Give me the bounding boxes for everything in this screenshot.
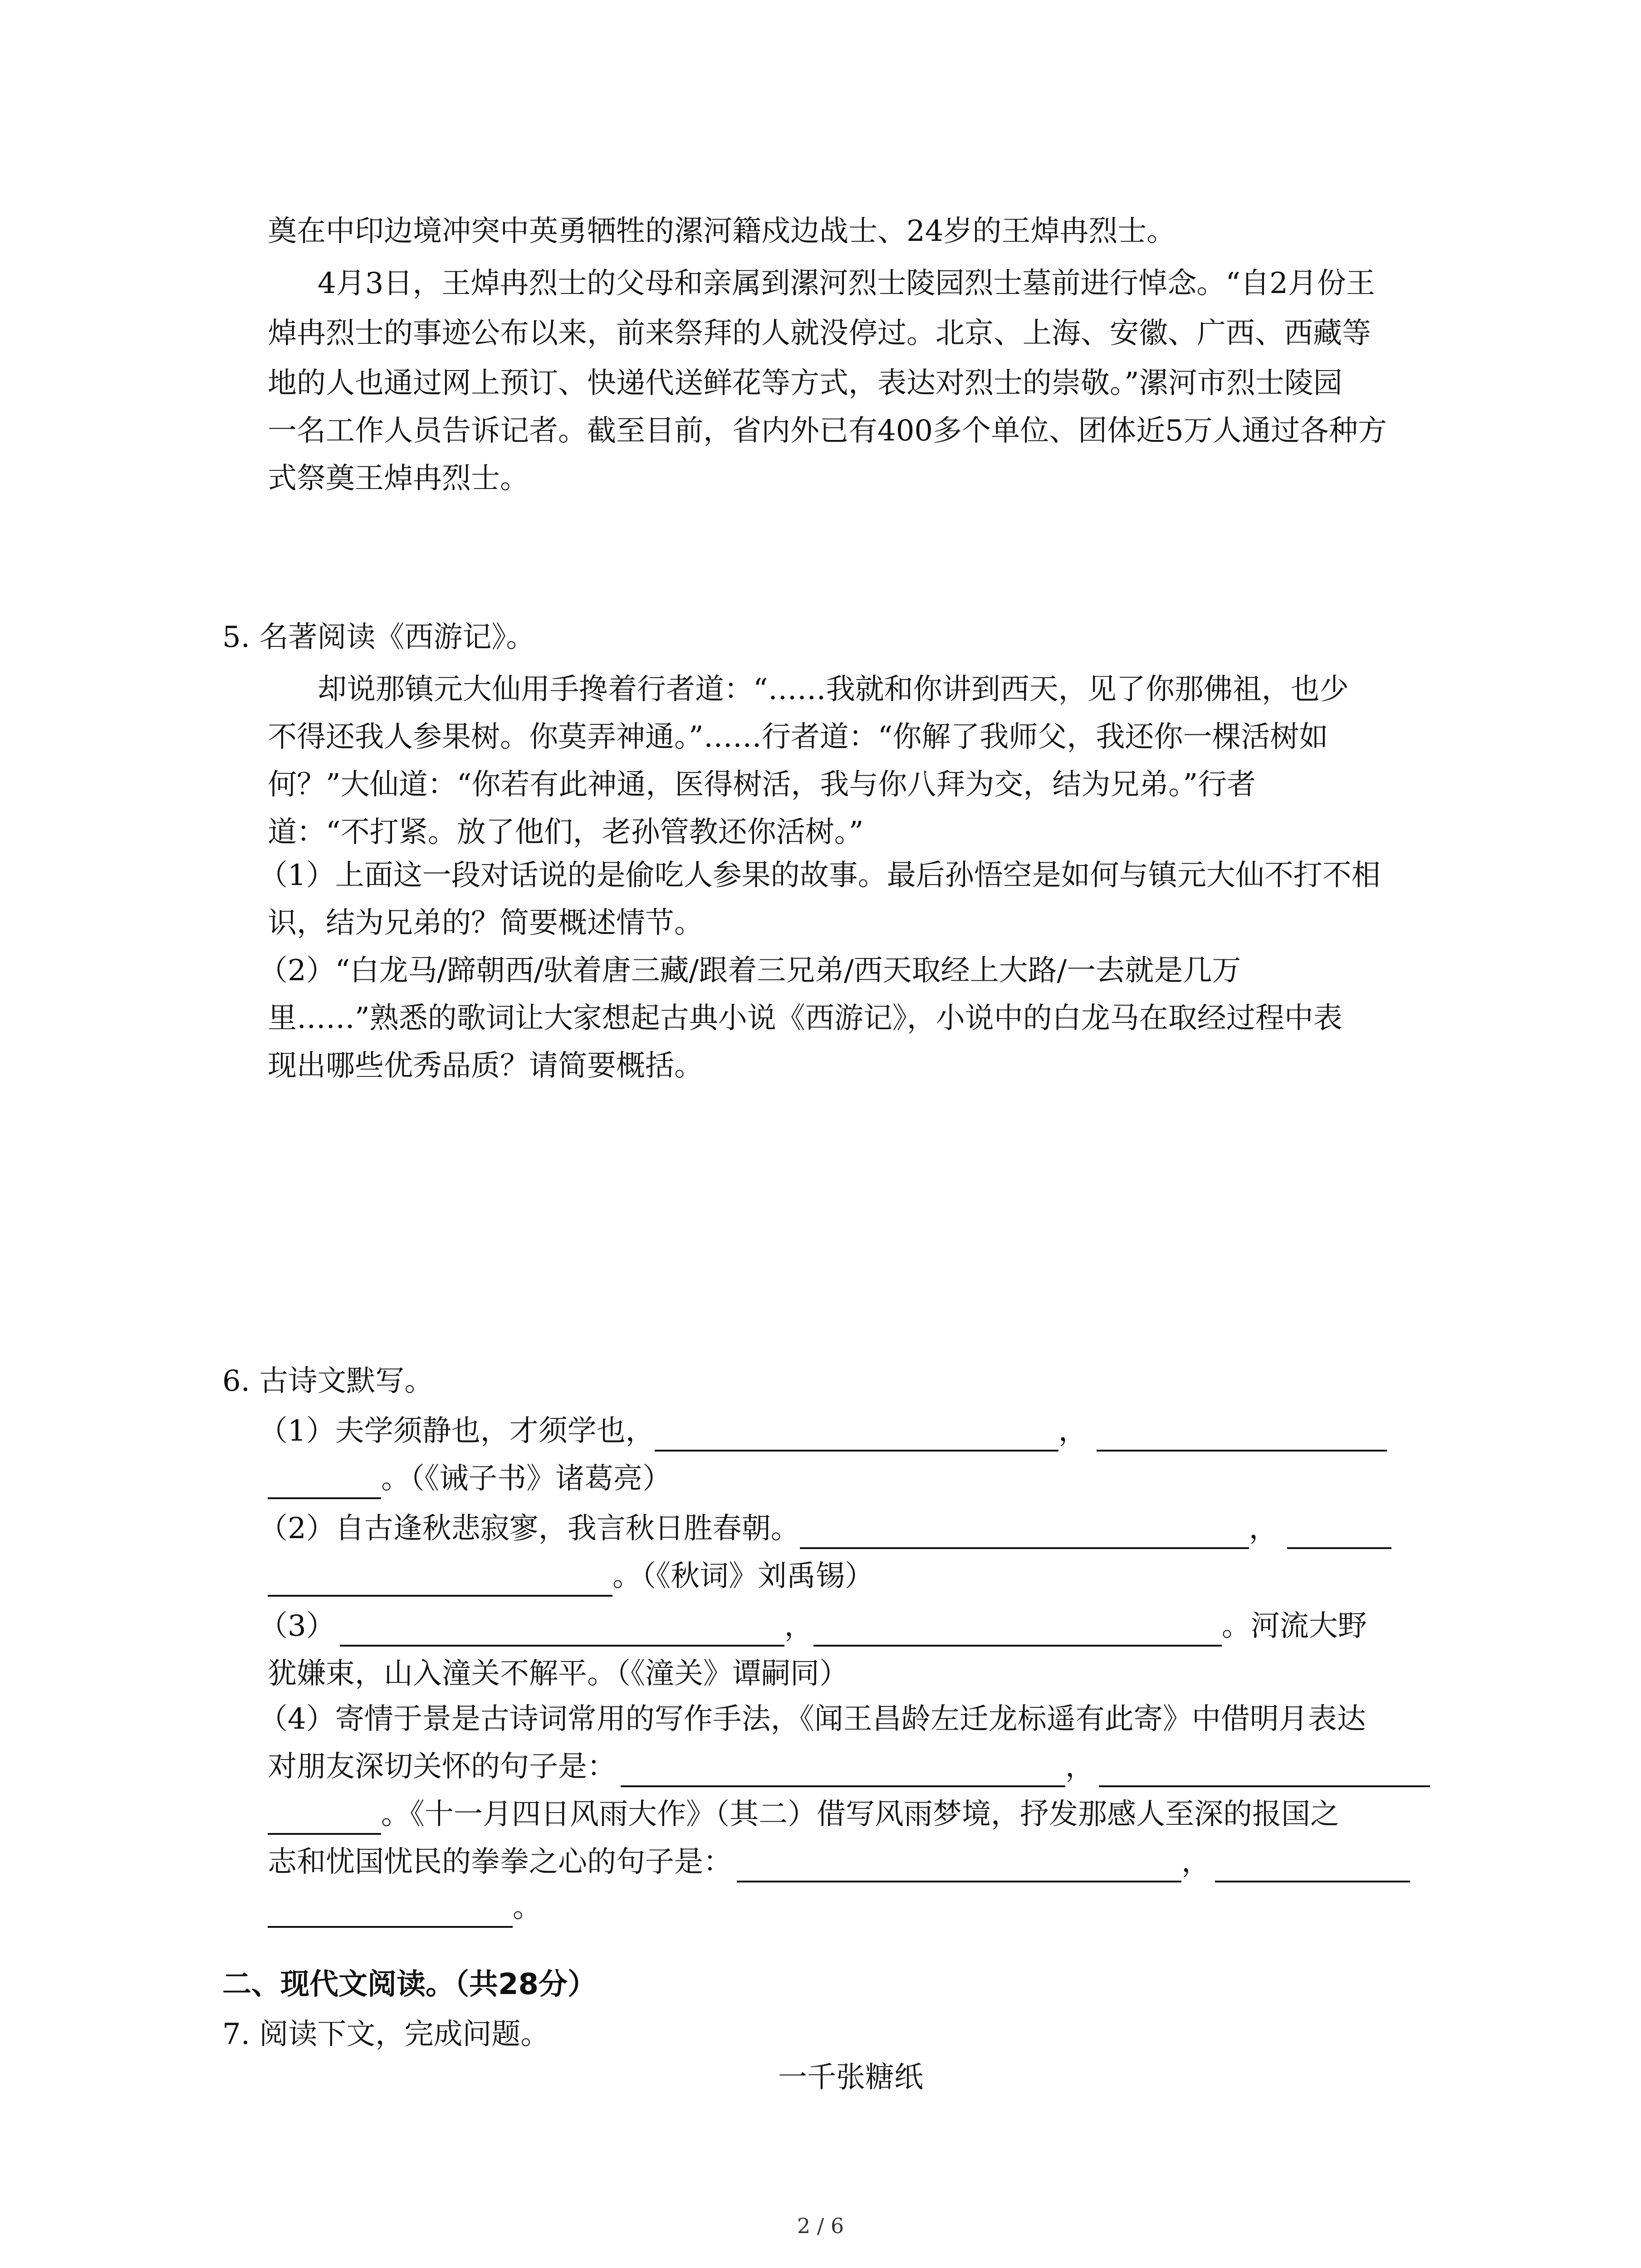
question-7-title: 7. 阅读下文，完成问题。 — [222, 2018, 550, 2051]
answer-blank[interactable] — [268, 1801, 381, 1835]
q5-subquestion-2-cont: 里……”熟悉的歌词让大家想起古典小说《西游记》，小说中的白龙马在取经过程中表 — [268, 1002, 1342, 1035]
answer-blank[interactable] — [800, 1515, 1249, 1549]
answer-blank[interactable] — [1097, 1418, 1387, 1452]
story-title: 一千张糖纸 — [778, 2061, 923, 2094]
answer-blank[interactable] — [813, 1613, 1222, 1647]
passage-line: 4月3日，王焯冉烈士的父母和亲属到漯河烈士陵园烈士墓前进行悼念。“自2月份王 — [318, 267, 1375, 300]
q6-item-2: （2）自古逢秋悲寂寥，我言秋日胜春朝。 ， — [259, 1508, 1391, 1549]
question-6-title: 6. 古诗文默写。 — [222, 1364, 434, 1398]
q6-item-4-cont: 。 — [268, 1887, 542, 1928]
q5-subquestion-2: （2）“白龙马/蹄朝西/驮着唐三藏/跟着三兄弟/西天取经上大路/一去就是几万 — [259, 954, 1241, 987]
answer-blank[interactable] — [268, 1563, 612, 1597]
q6-item-4-cont: 对朋友深切关怀的句子是： ， — [268, 1746, 1430, 1787]
q6-item-2-cont: 。（《秋词》刘禹锡） — [268, 1556, 874, 1597]
q6-item-4-cont: 志和忧国忧民的拳拳之心的句子是： ， — [268, 1842, 1410, 1882]
q5-subquestion-1-cont: 识，结为兄弟的？简要概述情节。 — [268, 906, 703, 940]
answer-blank[interactable] — [268, 1894, 513, 1928]
q5-excerpt-line: 不得还我人参果树。你莫弄神通。”……行者道：“你解了我师父，我还你一棵活树如 — [268, 720, 1328, 754]
page-number: 2 / 6 — [797, 2214, 844, 2238]
section-heading: 二、现代文阅读。（共28分） — [222, 1968, 597, 2001]
passage-line: 地的人也通过网上预订、快递代送鲜花等方式，表达对烈士的崇敬。”漯河市烈士陵园 — [268, 367, 1342, 400]
answer-blank[interactable] — [1215, 1849, 1410, 1882]
question-5-title: 5. 名著阅读《西游记》。 — [222, 621, 535, 654]
q5-excerpt-line: 何？”大仙道：“你若有此神通，医得树活，我与你八拜为交，结为兄弟。”行者 — [268, 768, 1256, 802]
answer-blank[interactable] — [268, 1466, 381, 1499]
answer-blank[interactable] — [340, 1613, 784, 1647]
q6-item-4-cont: 。《十一月四日风雨大作》（其二）借写风雨梦境，抒发那感人至深的报国之 — [268, 1794, 1339, 1835]
q5-subquestion-1: （1）上面这一段对话说的是偷吃人参果的故事。最后孙悟空是如何与镇元大仙不打不相 — [259, 859, 1381, 892]
answer-blank[interactable] — [1099, 1754, 1430, 1787]
passage-line: 奠在中印边境冲突中英勇牺牲的漯河籍戍边战士、24岁的王焯冉烈士。 — [268, 215, 1176, 248]
q5-subquestion-2-cont: 现出哪些优秀品质？请简要概括。 — [268, 1049, 703, 1083]
q6-item-1: （1）夫学须静也，才须学也， ， — [259, 1411, 1387, 1452]
answer-blank[interactable] — [655, 1418, 1058, 1452]
q5-excerpt-line: 却说那镇元大仙用手搀着行者道：“……我就和你讲到西天，见了你那佛祖，也少 — [318, 673, 1349, 706]
answer-blank[interactable] — [1287, 1515, 1391, 1549]
q5-excerpt-line: 道：“不打紧。放了他们，老孙管教还你活树。” — [268, 816, 864, 849]
q6-item-1-cont: 。（《诫子书》诸葛亮） — [268, 1458, 671, 1499]
q6-item-3: （3） ， 。河流大野 — [259, 1606, 1367, 1647]
passage-line: 焯冉烈士的事迹公布以来，前来祭拜的人就没停过。北京、上海、安徽、广西、西藏等 — [268, 317, 1371, 350]
q6-item-4: （4）寄情于景是古诗词常用的写作手法，《闻王昌龄左迁龙标遥有此寄》中借明月表达 — [259, 1702, 1366, 1736]
answer-blank[interactable] — [621, 1754, 1065, 1787]
q6-item-3-cont: 犹嫌束，山入潼关不解平。（《潼关》谭嗣同） — [268, 1657, 848, 1691]
answer-blank[interactable] — [737, 1849, 1181, 1882]
passage-line: 式祭奠王焯冉烈士。 — [268, 462, 529, 495]
passage-line: 一名工作人员告诉记者。截至目前，省内外已有400多个单位、团体近5万人通过各种方 — [268, 414, 1387, 448]
